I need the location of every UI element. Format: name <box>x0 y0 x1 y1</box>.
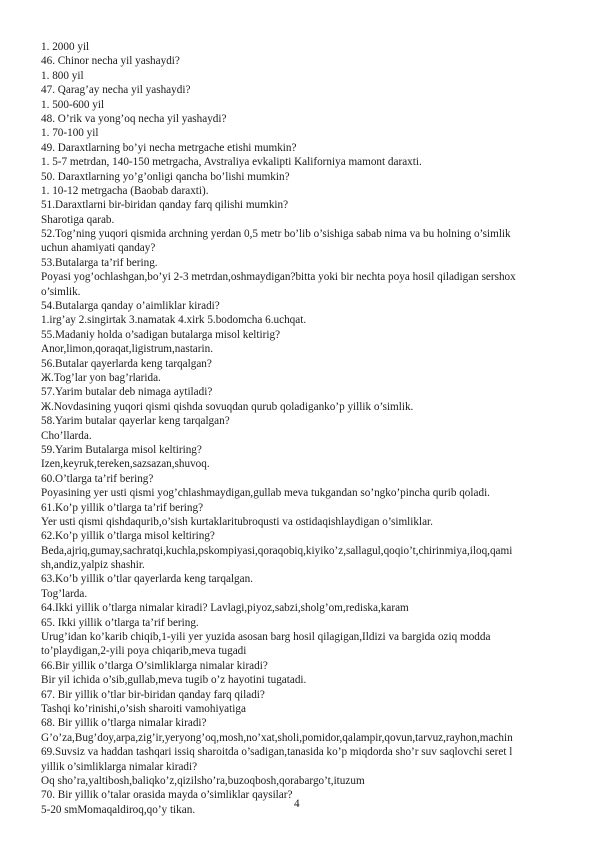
text-line: to’playdigan,2-yili poya chiqarib,meva tugadi <box>41 645 247 658</box>
text-line: 1. 500-600 yil <box>41 98 105 111</box>
text-line: 65. Ikki yillik o’tlarga ta’rif bering. <box>41 616 199 629</box>
text-line: 63.Ko’b yillik o’tlar qayerlarda keng tarqalgan. <box>41 573 253 586</box>
text-line: 64.Ikki yillik o’tlarga nimalar kiradi? Lavlagi,piyoz,sabzi,sholg’om,rediska,karam <box>41 602 409 615</box>
document-body <box>41 40 595 817</box>
text-line: 59.Yarim Butalarga misol keltiring? <box>41 443 202 456</box>
text-line: Poyasi yog’ochlashgan,bo’yi 2-3 metrdan,oshmaydigan?bitta yoki bir nechta poya hosil qiladigan sershox <box>41 271 516 284</box>
text-line: Oq sho’ra,yaltibosh,baliqko’z,qizilsho’ra,buzoqbosh,qorabargo’t,ituzum <box>41 774 365 787</box>
text-line: 57.Yarim butalar deb nimaga aytiladi? <box>41 386 213 399</box>
text-line: Cho’llarda. <box>41 429 92 442</box>
text-line: 69.Suvsiz va haddan tashqari issiq sharoitda o’sadigan,tanasida ko’p miqdorda sho’r suv saqlovchi seret l <box>41 746 513 759</box>
text-line: 58.Yarim butalar qayerlar keng tarqalgan? <box>41 415 230 428</box>
text-line: Izen,keyruk,tereken,sazsazan,shuvoq. <box>41 458 210 471</box>
text-line: 1. 2000 yil <box>41 41 90 53</box>
text-line: 62.Ko’p yillik o’tlarga misol keltiring? <box>41 530 215 543</box>
text-line: 66.Bir yillik o’tlarga O’simliklarga nimalar kiradi? <box>41 659 268 672</box>
text-line: Beda,ajriq,gumay,sachratqi,kuchla,pskompiyasi,qoraqobiq,kiyiko’z,sallagul,qoqio’t,chirinmiya,iloq,qami <box>41 544 513 557</box>
text-line: 5-20 smMomaqaldiroq,qo’y tikan. <box>41 803 196 816</box>
page-number: 4 <box>294 798 300 810</box>
text-line: Tashqi ko’rinishi,o’sish sharoiti vamohiyatiga <box>41 702 246 715</box>
text-line: Ж.Tog’lar yon bag’rlarida. <box>41 371 161 384</box>
text-line: 54.Butalarga qanday o’aimliklar kiradi? <box>41 300 220 313</box>
text-line: uchun ahamiyati qanday? <box>41 242 156 255</box>
text-line: 51.Daraxtlarni bir-biridan qanday farq qilishi mumkin? <box>41 199 289 212</box>
text-line: Tog’larda. <box>41 587 88 600</box>
text-line: Urug’idan ko’karib chiqib,1-yili yer yuzida asosan barg hosil qilagigan,Ildizi va bargida oziq modda <box>41 631 491 644</box>
text-line: 60.O’tlarga ta’rif bering? <box>41 472 154 485</box>
text-line: 46. Chinor necha yil yashaydi? <box>41 55 180 68</box>
text-line: 1. 800 yil <box>41 69 84 82</box>
text-line: 1.irg’ay 2.singirtak 3.namatak 4.xirk 5.bodomcha 6.uchqat. <box>41 314 307 327</box>
text-line: Sharotiga qarab. <box>41 213 115 226</box>
text-line: 67. Bir yillik o’tlar bir-biridan qanday farq qiladi? <box>41 688 265 701</box>
text-line: 53.Butalarga ta’rif bering. <box>41 256 158 269</box>
text-line: 70. Bir yillik o’talar orasida mayda o’simliklar qaysilar? <box>41 789 293 802</box>
text-line: Bir yil ichida o’sib,gullab,meva tugib o’z hayotini tugatadi. <box>41 674 307 687</box>
text-line: sh,andiz,yalpiz shashir. <box>41 559 145 572</box>
text-line: o’simlik. <box>41 285 81 298</box>
text-line: 68. Bir yillik o’tlarga nimalar kiradi? <box>41 717 207 730</box>
text-line: Poyasining yer usti qismi yog’chlashmaydigan,gullab meva tukgandan so’ngko’pincha qurib qoladi. <box>41 487 490 500</box>
text-line: 1. 5-7 metrdan, 140-150 metrgacha, Avstraliya evkalipti Kaliforniya mamont daraxti. <box>41 156 422 169</box>
text-line: Yer usti qismi qishdaqurib,o’sish kurtaklaritubroqusti va ostidaqishlaydigan o’simliklar. <box>41 515 433 528</box>
text-line: 1. 10-12 metrgacha (Baobab daraxti). <box>41 184 209 197</box>
text-line: 55.Madaniy holda o’sadigan butalarga misol keltirig? <box>41 328 281 341</box>
text-line: Anor,limon,qoraqat,ligistrum,nastarin. <box>41 343 213 356</box>
text-line: 52.Tog’ning yuqori qismida archning yerdan 0,5 metr bo’lib o’sishiga sabab nima va bu holning o’simlik <box>41 228 511 241</box>
text-line: 49. Daraxtlarning bo’yi necha metrgache etishi mumkin? <box>41 141 297 154</box>
text-line: 47. Qarag’ay necha yil yashaydi? <box>41 84 191 97</box>
text-line: yillik o’simliklarga nimalar kiradi? <box>41 760 198 773</box>
text-line: G’o’za,Bug’doy,arpa,zig’ir,yeryong’oq,mosh,no’xat,sholi,pomidor,qalampir,qovun,tarvuz,rayhon,machin <box>41 731 513 744</box>
text-line: 50. Daraxtlarning yo’g’onligi qancha bo’lishi mumkin? <box>41 170 290 183</box>
text-line: 1. 70-100 yil <box>41 127 99 140</box>
text-line: 61.Ko’p yillik o’tlarga ta’rif bering? <box>41 501 204 514</box>
text-line: Ж.Novdasining yuqori qismi qishda sovuqdan qurub qoladiganko’p yillik o’simlik. <box>41 400 414 413</box>
text-line: 56.Butalar qayerlarda keng tarqalgan? <box>41 357 212 370</box>
text-line: 48. O’rik va yong’oq necha yil yashaydi? <box>41 112 227 125</box>
